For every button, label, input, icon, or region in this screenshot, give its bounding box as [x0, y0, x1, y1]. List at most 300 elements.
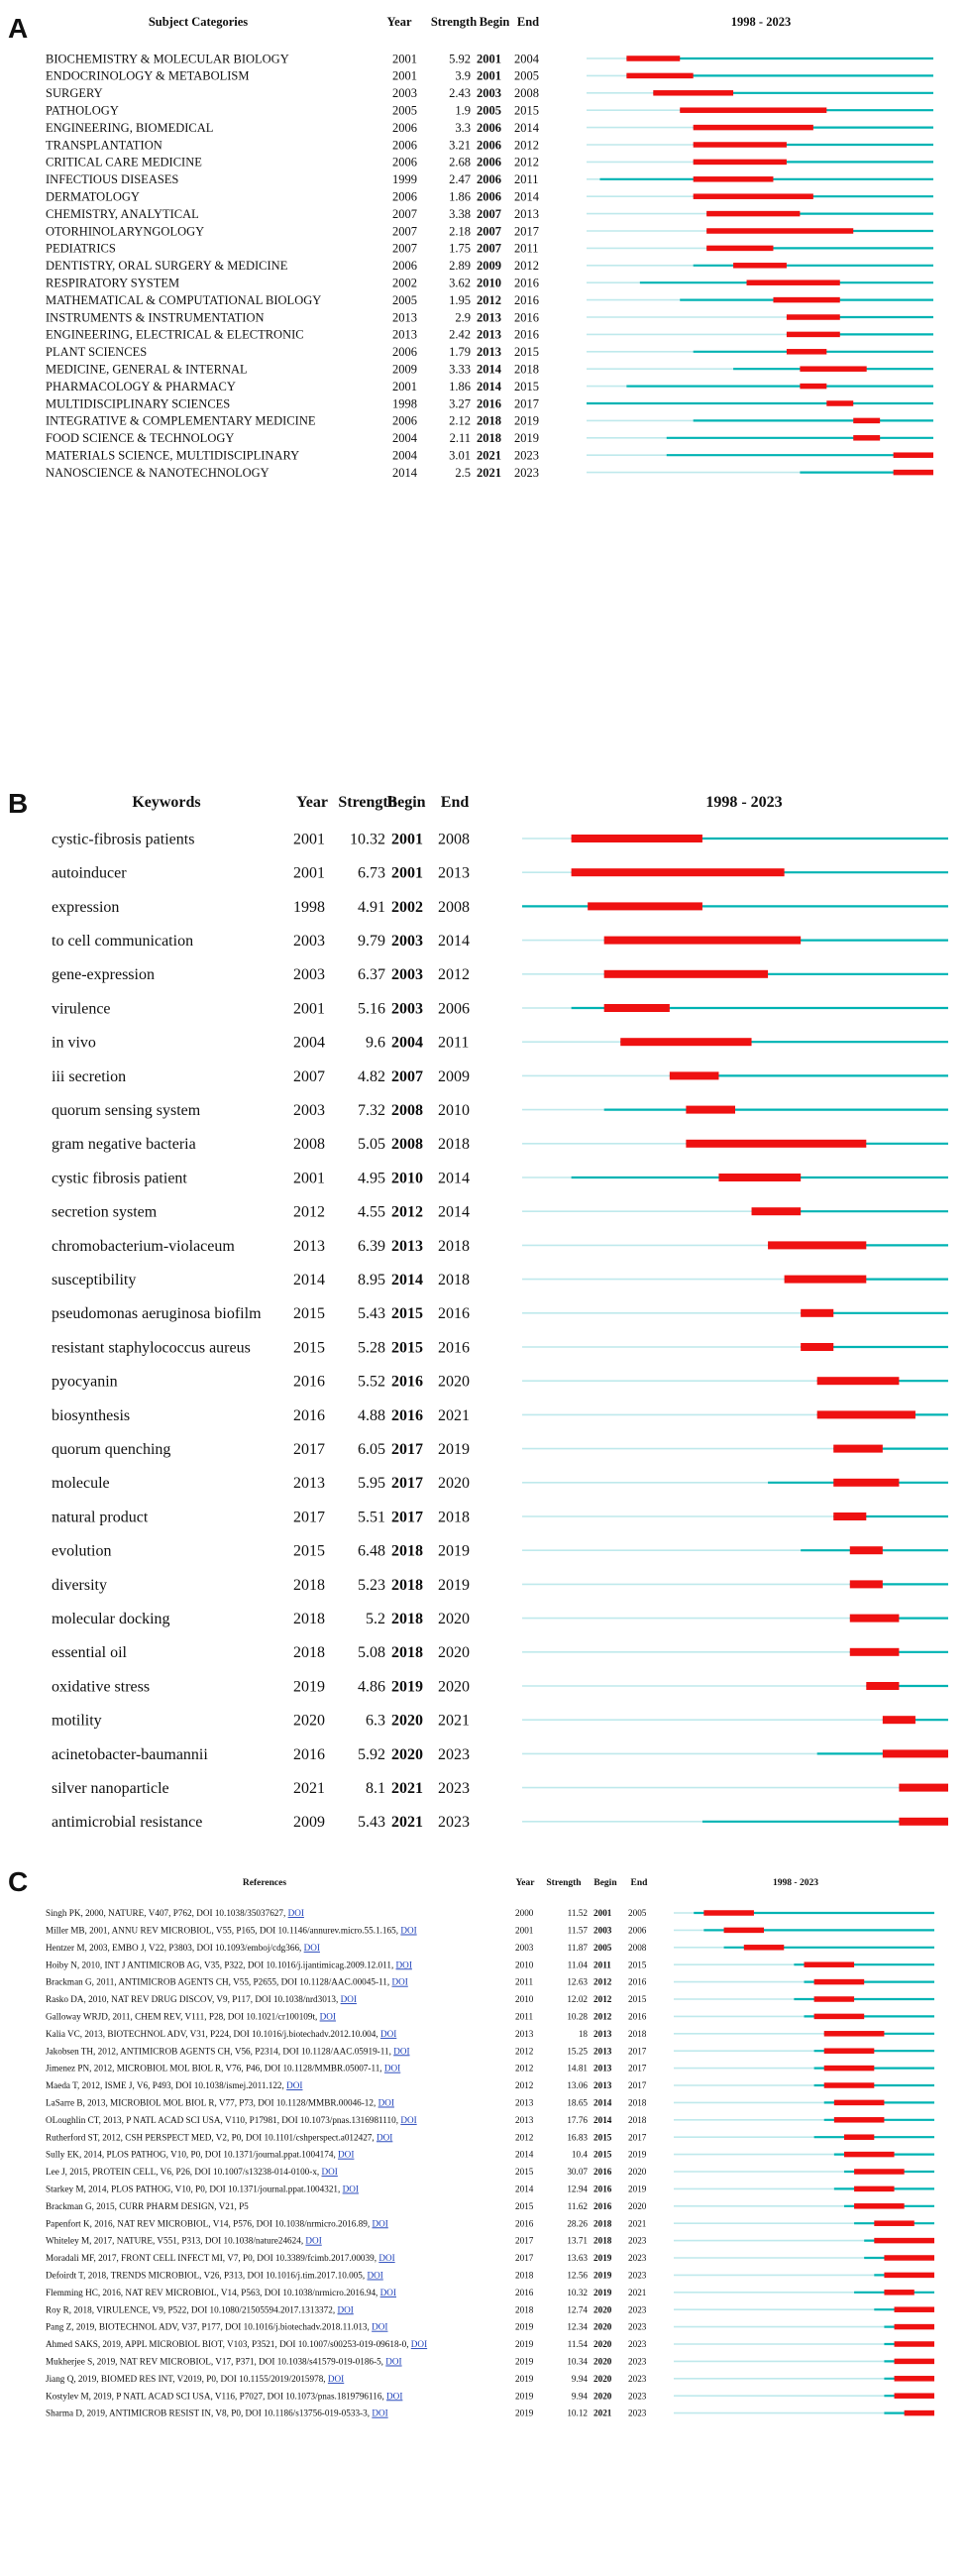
burst-bar	[694, 142, 787, 148]
header-item: Subject Categories	[148, 15, 249, 29]
row-end: 2008	[628, 1942, 647, 1953]
table-row	[52, 1509, 948, 1525]
timeline-title: 1998 - 2023	[730, 15, 792, 29]
row-end: 2005	[628, 1908, 647, 1919]
row-begin: 2016	[391, 1406, 423, 1424]
row-begin: 2012	[391, 1203, 423, 1221]
row-item-label: molecular docking	[52, 1611, 170, 1628]
row-strength: 3.62	[449, 276, 471, 290]
panel-letter: B	[8, 788, 29, 819]
row-year: 2014	[515, 2184, 534, 2194]
row-strength: 12.34	[567, 2321, 588, 2332]
doi-link[interactable]: DOI	[286, 2080, 303, 2091]
burst-bar	[833, 1445, 883, 1453]
row-begin: 2008	[391, 1136, 423, 1154]
row-year: 2006	[392, 345, 417, 360]
row-strength: 1.9	[455, 103, 471, 118]
row-item-text: Sharma D, 2019, ANTIMICROB RESIST IN, V8, P0, DOI 10.1186/s13756-019-0533-3,	[46, 2408, 373, 2418]
row-item-label	[46, 2184, 359, 2194]
row-begin: 2017	[391, 1509, 423, 1526]
row-strength: 11.04	[567, 1960, 588, 1970]
row-year: 2019	[515, 2356, 534, 2367]
row-end: 2006	[628, 1925, 647, 1936]
row-begin: 2021	[391, 1780, 423, 1798]
row-year: 2015	[515, 2167, 534, 2178]
row-end: 2018	[438, 1237, 470, 1255]
doi-link[interactable]: DOI	[410, 2339, 428, 2350]
row-begin: 2007	[477, 241, 501, 256]
row-end: 2008	[438, 831, 470, 848]
row-end: 2020	[628, 2200, 647, 2211]
burst-bar	[853, 435, 880, 441]
row-begin: 2017	[391, 1475, 423, 1493]
row-strength: 5.92	[449, 52, 471, 66]
row-begin: 2018	[593, 2235, 612, 2246]
doi-link[interactable]: DOI	[372, 2408, 388, 2418]
row-end: 2019	[514, 413, 539, 428]
row-strength: 10.28	[567, 2011, 588, 2022]
table-row	[52, 1441, 948, 1458]
table-row	[46, 466, 933, 480]
row-strength: 14.81	[567, 2063, 588, 2073]
header-begin: Begin	[593, 1878, 617, 1888]
row-item-label: FOOD SCIENCE & TECHNOLOGY	[46, 431, 235, 446]
table-row	[46, 156, 933, 169]
table-row	[52, 1272, 948, 1288]
row-year: 2006	[392, 259, 417, 274]
doi-link[interactable]: DOI	[379, 2287, 396, 2297]
row-begin: 2013	[593, 2063, 612, 2073]
row-begin: 2020	[593, 2373, 612, 2384]
burst-bar	[620, 1038, 751, 1046]
row-item-label	[46, 1977, 408, 1987]
row-strength: 9.94	[571, 2373, 588, 2384]
row-begin: 2007	[391, 1067, 423, 1085]
row-strength: 7.32	[358, 1102, 385, 1120]
doi-link[interactable]: DOI	[340, 1994, 357, 2005]
table-row	[46, 2304, 934, 2314]
row-end: 2020	[438, 1678, 470, 1696]
doi-link[interactable]: DOI	[395, 1960, 412, 1970]
row-end: 2021	[628, 2287, 647, 2297]
burst-bar	[854, 2169, 905, 2175]
row-strength: 16.83	[567, 2132, 588, 2143]
row-strength: 18	[578, 2028, 588, 2039]
row-begin: 2005	[477, 103, 501, 118]
row-end: 2014	[514, 189, 539, 204]
row-begin: 2004	[391, 1034, 423, 1052]
table-row	[46, 2357, 934, 2367]
row-item-label: susceptibility	[52, 1272, 137, 1289]
table-row	[52, 1407, 948, 1424]
row-year: 2016	[515, 2287, 534, 2297]
row-item-text: Whiteley M, 2017, NATURE, V551, P313, DOI 10.1038/nature24624,	[46, 2235, 306, 2246]
row-strength: 1.95	[449, 292, 471, 307]
row-item-label: RESPIRATORY SYSTEM	[46, 276, 180, 290]
table-row	[46, 2253, 934, 2263]
row-strength: 5.92	[358, 1745, 385, 1763]
table-row	[46, 138, 933, 152]
row-item-label	[46, 2288, 396, 2297]
row-begin: 2018	[391, 1542, 423, 1560]
table-row	[46, 345, 933, 359]
table-row	[46, 431, 933, 445]
row-strength: 10.32	[350, 831, 385, 848]
table-row	[46, 1960, 934, 1969]
row-end: 2012	[514, 155, 539, 169]
table-row	[46, 2012, 934, 2022]
burst-bar	[686, 1140, 866, 1148]
row-end: 2015	[628, 1994, 647, 2005]
row-year: 2001	[392, 68, 417, 83]
row-item-label	[46, 2357, 402, 2367]
row-begin: 2015	[593, 2132, 612, 2143]
row-year: 2017	[293, 1509, 325, 1526]
table-row	[52, 1035, 948, 1052]
row-year: 2001	[293, 831, 325, 848]
burst-bar	[895, 2324, 934, 2330]
row-item-label	[46, 1994, 357, 2004]
burst-bar	[844, 2134, 874, 2140]
table-row	[52, 1204, 948, 1221]
row-year: 2014	[515, 2149, 534, 2160]
table-row	[52, 1068, 948, 1085]
burst-bar	[703, 1910, 754, 1916]
row-begin: 2015	[391, 1305, 423, 1323]
table-row	[46, 2080, 934, 2090]
row-item-label	[46, 2150, 354, 2160]
row-item-label: cystic fibrosis patient	[52, 1170, 187, 1187]
row-begin: 2014	[391, 1272, 423, 1289]
row-begin: 2019	[391, 1678, 423, 1696]
row-item-text: Papenfort K, 2016, NAT REV MICROBIOL, V14, P576, DOI 10.1038/nrmicro.2016.89,	[46, 2218, 373, 2229]
panel-letter: A	[8, 13, 29, 44]
row-year: 2006	[392, 155, 417, 169]
row-strength: 15.25	[567, 2046, 588, 2057]
row-end: 2023	[628, 2235, 647, 2246]
row-end: 2016	[514, 292, 539, 307]
burst-bar	[833, 1479, 899, 1487]
row-item-label	[46, 2167, 338, 2177]
row-strength: 11.52	[567, 1908, 588, 1919]
row-item-label: virulence	[52, 1000, 111, 1018]
row-item-label	[46, 2132, 392, 2142]
doi-link[interactable]: DOI	[367, 2270, 383, 2281]
row-strength: 12.94	[567, 2184, 588, 2194]
row-end: 2023	[438, 1745, 470, 1763]
row-year: 2004	[392, 448, 417, 463]
row-year: 2007	[392, 224, 417, 239]
row-strength: 2.89	[449, 259, 471, 274]
row-item-label: ENGINEERING, ELECTRICAL & ELECTRONIC	[46, 327, 304, 342]
doi-link[interactable]: DOI	[321, 2167, 338, 2178]
table-row	[46, 2115, 934, 2125]
burst-bar	[694, 125, 813, 131]
row-begin: 2018	[477, 413, 501, 428]
row-begin: 2013	[593, 2046, 612, 2057]
row-item-label: MATHEMATICAL & COMPUTATIONAL BIOLOGY	[46, 292, 322, 307]
row-end: 2016	[628, 2011, 647, 2022]
row-year: 2017	[515, 2253, 534, 2264]
doi-link[interactable]: DOI	[391, 1976, 408, 1987]
row-strength: 13.71	[567, 2235, 588, 2246]
row-end: 2023	[628, 2270, 647, 2281]
row-strength: 2.68	[449, 155, 471, 169]
row-end: 2014	[438, 1170, 470, 1187]
row-year: 2011	[515, 2011, 534, 2022]
row-strength: 4.88	[358, 1406, 385, 1424]
row-strength: 6.37	[358, 966, 385, 984]
row-year: 2003	[293, 933, 325, 951]
row-item-text: Galloway WRJD, 2011, CHEM REV, V111, P28, DOI 10.1021/cr100109t,	[46, 2011, 320, 2022]
row-strength: 12.74	[567, 2304, 588, 2315]
row-year: 2013	[515, 2114, 534, 2125]
table-row	[46, 1943, 934, 1953]
row-strength: 11.62	[567, 2200, 588, 2211]
row-strength: 10.12	[567, 2408, 588, 2418]
row-item-label: cystic-fibrosis patients	[52, 831, 195, 848]
row-item-label: gene-expression	[52, 966, 155, 984]
table-row	[46, 2029, 934, 2039]
burst-bar	[874, 2238, 934, 2244]
row-strength: 9.6	[366, 1034, 385, 1052]
burst-bar	[850, 1648, 900, 1656]
table-row	[52, 1374, 948, 1391]
row-year: 2018	[293, 1644, 325, 1662]
row-strength: 3.27	[449, 396, 471, 411]
row-year: 2013	[515, 2028, 534, 2039]
burst-bar	[724, 1928, 764, 1934]
burst-bar	[801, 1343, 833, 1351]
row-item-label: ENGINEERING, BIOMEDICAL	[46, 120, 214, 135]
row-end: 2014	[438, 1203, 470, 1221]
row-item-label: INSTRUMENTS & INSTRUMENTATION	[46, 310, 265, 325]
row-year: 2006	[392, 138, 417, 153]
row-end: 2021	[438, 1406, 470, 1424]
row-item-label: MULTIDISCIPLINARY SCIENCES	[46, 396, 231, 411]
burst-bar	[895, 2359, 934, 2365]
burst-bar	[686, 1106, 735, 1114]
row-strength: 13.06	[567, 2080, 588, 2091]
row-strength: 5.16	[358, 1000, 385, 1018]
row-item-label: PEDIATRICS	[46, 241, 116, 256]
row-begin: 2016	[391, 1373, 423, 1391]
table-row	[46, 2391, 934, 2401]
row-end: 2021	[438, 1712, 470, 1730]
row-end: 2018	[628, 2028, 647, 2039]
row-item-label: essential oil	[52, 1644, 127, 1662]
row-item-text: Starkey M, 2014, PLOS PATHOG, V10, P0, DOI 10.1371/journal.ppat.1004321,	[46, 2184, 343, 2194]
row-item-label: CHEMISTRY, ANALYTICAL	[46, 206, 199, 221]
panel-b	[8, 788, 948, 1831]
row-end: 2018	[628, 2114, 647, 2125]
row-year: 2010	[515, 1994, 534, 2005]
row-item-label	[46, 2236, 322, 2246]
row-year: 2014	[293, 1272, 325, 1289]
doi-link[interactable]: DOI	[372, 2218, 388, 2229]
burst-bar	[895, 2376, 934, 2382]
burst-bar	[824, 2066, 875, 2072]
row-end: 2018	[438, 1272, 470, 1289]
row-year: 2019	[293, 1678, 325, 1696]
row-end: 2020	[438, 1475, 470, 1493]
row-item-label: biosynthesis	[52, 1406, 131, 1424]
row-item-text: Singh PK, 2000, NATURE, V407, P762, DOI 10.1038/35037627,	[46, 1908, 288, 1919]
row-year: 2019	[515, 2408, 534, 2418]
header-item: References	[242, 1878, 287, 1888]
row-item-label	[46, 1943, 320, 1953]
table-row	[46, 189, 933, 203]
row-begin: 2012	[593, 1976, 612, 1987]
table-row	[52, 1238, 948, 1255]
row-end: 2015	[514, 345, 539, 360]
row-end: 2019	[514, 431, 539, 446]
row-year: 2009	[293, 1814, 325, 1832]
row-item-label: PLANT SCIENCES	[46, 345, 148, 360]
doi-link[interactable]: DOI	[400, 1925, 417, 1936]
row-year: 2008	[293, 1136, 325, 1154]
doi-link[interactable]: DOI	[287, 1908, 304, 1919]
panel-c	[8, 1866, 934, 2418]
row-strength: 1.86	[449, 379, 471, 393]
row-year: 1998	[293, 898, 325, 916]
table-row	[52, 1644, 948, 1661]
row-year: 2016	[293, 1406, 325, 1424]
row-strength: 8.1	[366, 1780, 385, 1798]
row-year: 2005	[392, 292, 417, 307]
table-row	[46, 448, 933, 462]
row-item-label: gram negative bacteria	[52, 1136, 196, 1154]
row-item-label	[46, 2271, 383, 2281]
table-row	[46, 2218, 934, 2228]
doi-link[interactable]: DOI	[342, 2184, 359, 2194]
row-item-text: Moradali MF, 2017, FRONT CELL INFECT MI, V7, P0, DOI 10.3389/fcimb.2017.00039,	[46, 2253, 379, 2264]
doi-link[interactable]: DOI	[372, 2321, 388, 2332]
row-begin: 2021	[593, 2408, 612, 2418]
doi-link[interactable]: DOI	[400, 2114, 417, 2125]
doi-link[interactable]: DOI	[327, 2373, 345, 2384]
row-year: 2004	[392, 431, 417, 446]
row-item-label	[46, 2115, 417, 2125]
row-item-label	[46, 2339, 427, 2349]
row-end: 2012	[438, 966, 470, 984]
burst-bar	[572, 835, 702, 842]
row-begin: 2013	[391, 1237, 423, 1255]
row-year: 2019	[515, 2339, 534, 2350]
row-end: 2019	[438, 1576, 470, 1594]
row-item-label	[46, 2304, 354, 2314]
doi-link[interactable]: DOI	[383, 2063, 401, 2073]
doi-link[interactable]: DOI	[386, 2391, 403, 2402]
burst-bar	[787, 314, 840, 320]
row-begin: 2020	[593, 2304, 612, 2315]
table-row	[52, 966, 948, 983]
row-begin: 2001	[391, 831, 423, 848]
row-item-text: Sully EK, 2014, PLOS PATHOG, V10, P0, DOI 10.1371/journal.ppat.1004174,	[46, 2149, 339, 2160]
row-item-label: TRANSPLANTATION	[46, 138, 162, 153]
table-row	[46, 242, 933, 256]
row-item-label	[46, 1908, 304, 1918]
row-year: 2017	[515, 2235, 534, 2246]
table-row	[46, 259, 933, 273]
row-begin: 2013	[477, 327, 501, 342]
row-begin: 2003	[593, 1925, 612, 1936]
table-row	[46, 362, 933, 376]
row-begin: 2021	[391, 1814, 423, 1832]
row-strength: 2.43	[449, 86, 471, 101]
row-year: 2006	[392, 413, 417, 428]
doi-link[interactable]: DOI	[319, 2011, 336, 2022]
row-year: 2001	[515, 1925, 534, 1936]
row-begin: 2010	[477, 276, 501, 290]
doi-link[interactable]: DOI	[393, 2046, 410, 2057]
row-end: 2023	[628, 2339, 647, 2350]
burst-bar	[817, 1377, 900, 1385]
row-strength: 6.05	[358, 1441, 385, 1459]
table-row	[46, 2374, 934, 2384]
burst-bar	[800, 384, 826, 390]
table-row	[52, 899, 948, 916]
doi-link[interactable]: DOI	[379, 2028, 397, 2039]
doi-link[interactable]: DOI	[338, 2149, 355, 2160]
row-end: 2023	[438, 1814, 470, 1832]
row-year: 2013	[293, 1237, 325, 1255]
row-end: 2008	[514, 86, 539, 101]
row-item-label: antimicrobial resistance	[52, 1814, 203, 1832]
row-strength: 3.33	[449, 362, 471, 377]
doi-link[interactable]: DOI	[377, 2097, 394, 2108]
table-row	[46, 396, 933, 410]
row-begin: 2018	[391, 1576, 423, 1594]
doi-link[interactable]: DOI	[385, 2356, 402, 2367]
row-item-label: quorum sensing system	[52, 1102, 201, 1120]
row-begin: 2011	[593, 1960, 611, 1970]
doi-link[interactable]: DOI	[376, 2132, 393, 2143]
row-end: 2019	[438, 1542, 470, 1560]
burst-bar	[834, 2100, 885, 2106]
row-begin: 2018	[391, 1611, 423, 1628]
row-year: 2018	[293, 1576, 325, 1594]
burst-bar	[814, 2014, 865, 2020]
doi-link[interactable]: DOI	[337, 2304, 354, 2315]
burst-bar	[787, 332, 840, 338]
row-begin: 2012	[477, 292, 501, 307]
row-end: 2011	[514, 172, 539, 187]
row-begin: 2002	[391, 898, 423, 916]
doi-link[interactable]: DOI	[305, 2235, 322, 2246]
panel-a	[8, 13, 933, 480]
table-row	[52, 1678, 948, 1695]
table-row	[52, 933, 948, 950]
row-begin: 2018	[391, 1644, 423, 1662]
row-end: 2009	[438, 1067, 470, 1085]
row-begin: 2018	[477, 431, 501, 446]
doi-link[interactable]: DOI	[378, 2253, 395, 2264]
row-strength: 2.9	[455, 310, 471, 325]
row-strength: 5.08	[358, 1644, 385, 1662]
row-year: 2015	[515, 2200, 534, 2211]
row-end: 2020	[438, 1373, 470, 1391]
burst-bar	[694, 176, 774, 182]
row-begin: 2013	[593, 2028, 612, 2039]
row-strength: 11.87	[567, 1942, 588, 1953]
row-item-label	[46, 2218, 388, 2228]
row-year: 2010	[515, 1960, 534, 1970]
row-begin: 2001	[391, 864, 423, 882]
row-begin: 2003	[391, 933, 423, 951]
doi-link[interactable]: DOI	[303, 1942, 320, 1953]
table-row	[52, 1746, 948, 1763]
